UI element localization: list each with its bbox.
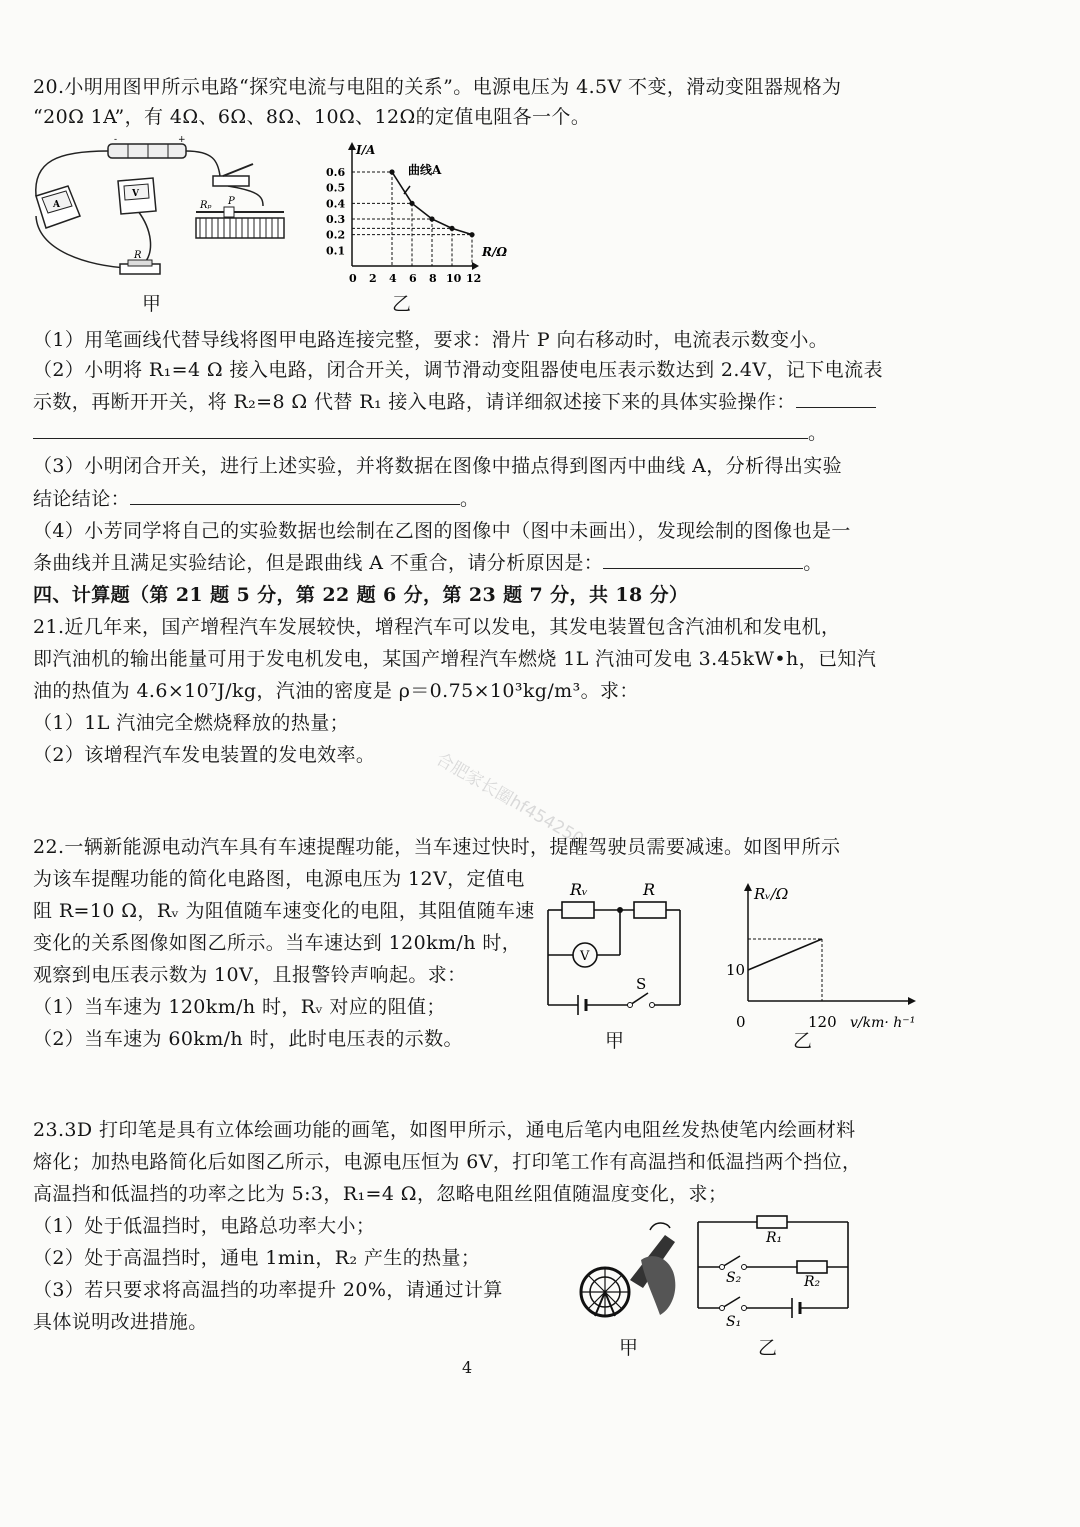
s1-switch [722, 1297, 740, 1308]
q21-sub-1: （1）1L 汽油完全燃烧释放的热量； [33, 712, 350, 734]
q20-sub-4-line-2 [33, 550, 823, 576]
switch-label: S [636, 975, 647, 993]
ferris-wheel-drawing [581, 1268, 629, 1316]
3d-pen-illustration [575, 1220, 685, 1330]
answer-blank[interactable] [603, 550, 803, 569]
y-tick-label: 0.6 [326, 166, 346, 179]
q20-sub-3-text: 结论结论： [33, 488, 131, 510]
y-tick-label: 0.2 [326, 228, 346, 242]
x-tick-label: 6 [409, 272, 417, 285]
q21-sub-2: （2）该增程汽车发电装置的发电效率。 [33, 744, 376, 766]
q20-sub-2-line-3 [33, 420, 827, 446]
hand-with-pen-icon [630, 1223, 675, 1315]
q22-fig-b-caption: 乙 [793, 1030, 813, 1052]
svg-text:+: + [178, 136, 186, 145]
switch-contact [650, 1003, 655, 1008]
junction-dot [617, 907, 623, 913]
r-label: R [643, 880, 656, 899]
q22-line-1: 22.一辆新能源电动汽车具有车速提醒功能，当车速过快时，提醒驾驶员需要减速。如图甲所示 [33, 836, 841, 858]
period: 。 [803, 552, 823, 574]
svg-text:-: - [114, 136, 118, 145]
period: 。 [460, 488, 480, 510]
q23-heating-circuit [692, 1212, 862, 1332]
switch-icon [213, 164, 253, 186]
q21-line-2: 即汽油机的输出能量可用于发电机发电，某国产增程汽车燃烧 1L 汽油可发电 3.45kW•h，已知汽 [33, 648, 877, 670]
voltmeter-label: V [580, 949, 590, 964]
q20-ir-chart [322, 138, 532, 288]
q22-line-4: 变化的关系图像如图乙所示。当车速达到 120km/h 时， [33, 932, 522, 954]
y-axis-label: Rᵥ/Ω [754, 885, 789, 903]
q20-sub-1: （1）用笔画线代替导线将图甲电路连接完整，要求：滑片 P 向右移动时，电流表示数变小。 [33, 329, 829, 351]
watermark: 合肥家长圈hf454250 [432, 749, 587, 850]
q21-line-3: 油的热值为 4.6×10⁷J/kg，汽油的密度是 ρ＝0.75×10³kg/m³。求： [33, 680, 639, 702]
battery-icon [108, 136, 186, 158]
voltmeter-label: V [132, 189, 139, 199]
ammeter-icon [36, 186, 80, 228]
q20-sub-2-line-2 [33, 389, 876, 415]
rv-label: Rᵥ [570, 880, 589, 899]
q20-sub-4-text: 条曲线并且满足实验结论，但是跟曲线 A 不重合，请分析原因是： [33, 552, 604, 574]
r2-label: R₂ [804, 1274, 821, 1290]
switch-contact [742, 1306, 747, 1311]
q20-sub-2-line-1: （2）小明将 R₁=4 Ω 接入电路，闭合开关，调节滑动变阻器使电压表示数达到 2.4V，记下电流表 [33, 359, 883, 381]
y-tick-label: 10 [726, 961, 746, 979]
y-axis-label: I/A [356, 143, 376, 157]
s2-label: S₂ [726, 1270, 742, 1286]
curve-annotation: 曲线A [408, 163, 442, 177]
r1-resistor [757, 1216, 787, 1228]
q22-sub-1: （1）当车速为 120km/h 时，Rᵥ 对应的阻值； [33, 996, 446, 1018]
q20-fig-a-caption: 甲 [142, 293, 162, 315]
q22-line-5: 观察到电压表示数为 10V，且报警铃声响起。求： [33, 964, 467, 986]
q20-sub-2-text: 示数，再断开开关，将 R₂=8 Ω 代替 R₁ 接入电路，请详细叙述接下来的具体实验操作： [33, 391, 796, 413]
x-tick-label: 0 [349, 272, 357, 285]
page-number: 4 [462, 1358, 473, 1377]
rv-line [748, 939, 822, 970]
q23-line-3: 高温挡和低温挡的功率之比为 5:3，R₁=4 Ω，忽略电阻丝阻值随温度变化，求； [33, 1183, 728, 1205]
q22-fig-a-caption: 甲 [605, 1030, 625, 1052]
resistor-label: R [134, 250, 142, 261]
s1-label: S₁ [726, 1314, 742, 1330]
q21-line-1: 21.近几年来，国产增程汽车发展较快，增程汽车可以发电，其发电装置包含汽油机和发电机， [33, 616, 841, 638]
x-axis-label: R/Ω [482, 245, 508, 259]
q23-sub-3-line-2: 具体说明改进措施。 [33, 1311, 208, 1333]
q23-sub-1: （1）处于低温挡时，电路总功率大小； [33, 1215, 376, 1237]
voltmeter-icon [118, 178, 156, 214]
r2-resistor [797, 1261, 827, 1273]
q23-fig-a-caption: 甲 [619, 1337, 639, 1359]
r1-label: R₁ [766, 1230, 783, 1246]
q23-fig-b-caption: 乙 [758, 1337, 778, 1359]
answer-blank[interactable] [33, 420, 808, 439]
section-heading: 四、计算题（第 21 题 5 分，第 22 题 6 分，第 23 题 7 分，共 18 分） [33, 584, 689, 606]
x-axis-label: v/km· h⁻¹ [850, 1015, 916, 1031]
q20-fig-b-caption: 乙 [392, 293, 412, 315]
resistor-icon [120, 250, 160, 274]
q20-line-2: “20Ω 1A”，有 4Ω、6Ω、8Ω、10Ω、12Ω的定值电阻各一个。 [33, 106, 591, 128]
rv-resistor [562, 902, 594, 918]
q22-line-2: 为该车提醒功能的简化电路图，电源电压为 12V，定值电 [33, 868, 525, 890]
x-tick-label: 12 [466, 272, 482, 285]
s2-switch [722, 1256, 740, 1267]
x-axis-arrow [908, 997, 916, 1005]
x-tick-label: 2 [369, 272, 377, 285]
q22-line-3: 阻 R=10 Ω，Rᵥ 为阻值随车速变化的电阻，其阻值随车速 [33, 900, 535, 922]
x-tick-label: 8 [429, 272, 437, 285]
answer-blank[interactable] [796, 389, 876, 408]
answer-blank[interactable] [130, 486, 460, 505]
y-axis-arrow [744, 883, 752, 891]
q20-line-1: 20.小明用图甲所示电路“探究电流与电阻的关系”。电源电压为 4.5V 不变，滑动变阻器规格为 [33, 76, 842, 98]
q23-line-1: 23.3D 打印笔是具有立体绘画功能的画笔，如图甲所示，通电后笔内电阻丝发热使笔内绘画材料 [33, 1119, 856, 1141]
x-tick-label: 10 [446, 272, 462, 285]
y-tick-label: 0.1 [326, 244, 346, 258]
q20-sub-3-line-1: （3）小明闭合开关，进行上述实验，并将数据在图像中描点得到图丙中曲线 A，分析得出实验 [33, 455, 843, 477]
period: 。 [808, 422, 828, 444]
ammeter-label: A [53, 200, 60, 210]
q22-sub-2: （2）当车速为 60km/h 时，此时电压表的示数。 [33, 1028, 463, 1050]
x-tick-label: 120 [808, 1013, 837, 1031]
rheostat-label: Rₚ [200, 200, 212, 211]
x-axis-arrow [472, 262, 479, 270]
switch-contact [720, 1306, 725, 1311]
slider-label: P [228, 196, 235, 207]
y-tick-label: 0.4 [326, 197, 346, 211]
switch-contact [742, 1265, 747, 1270]
origin-label: 0 [736, 1013, 746, 1031]
x-tick-label: 4 [389, 272, 397, 285]
switch-contact [720, 1265, 725, 1270]
q20-sub-4-line-1: （4）小芳同学将自己的实验数据也绘制在乙图的图像中（图中未画出），发现绘制的图像也是一 [33, 520, 851, 542]
r-resistor [634, 902, 666, 918]
q23-sub-2: （2）处于高温挡时，通电 1min，R₂ 产生的热量； [33, 1247, 481, 1269]
q22-circuit-figure [540, 875, 690, 1025]
annotation-arrow [404, 186, 410, 194]
switch-blade [630, 993, 648, 1005]
q23-sub-3-line-1: （3）若只要求将高温挡的功率提升 20%，请通过计算 [33, 1279, 503, 1301]
switch-contact [628, 1003, 633, 1008]
q22-rv-chart [718, 875, 948, 1035]
y-axis-arrow [348, 142, 356, 150]
y-tick-label: 0.3 [326, 213, 346, 226]
rheostat-icon [196, 196, 284, 238]
q20-sub-3-line-2 [33, 486, 479, 512]
q23-line-2: 熔化；加热电路简化后如图乙所示，电源电压恒为 6V，打印笔工作有高温挡和低温挡两个挡位， [33, 1151, 862, 1173]
y-tick-label: 0.5 [326, 181, 346, 195]
q20-circuit-figure [28, 136, 308, 286]
